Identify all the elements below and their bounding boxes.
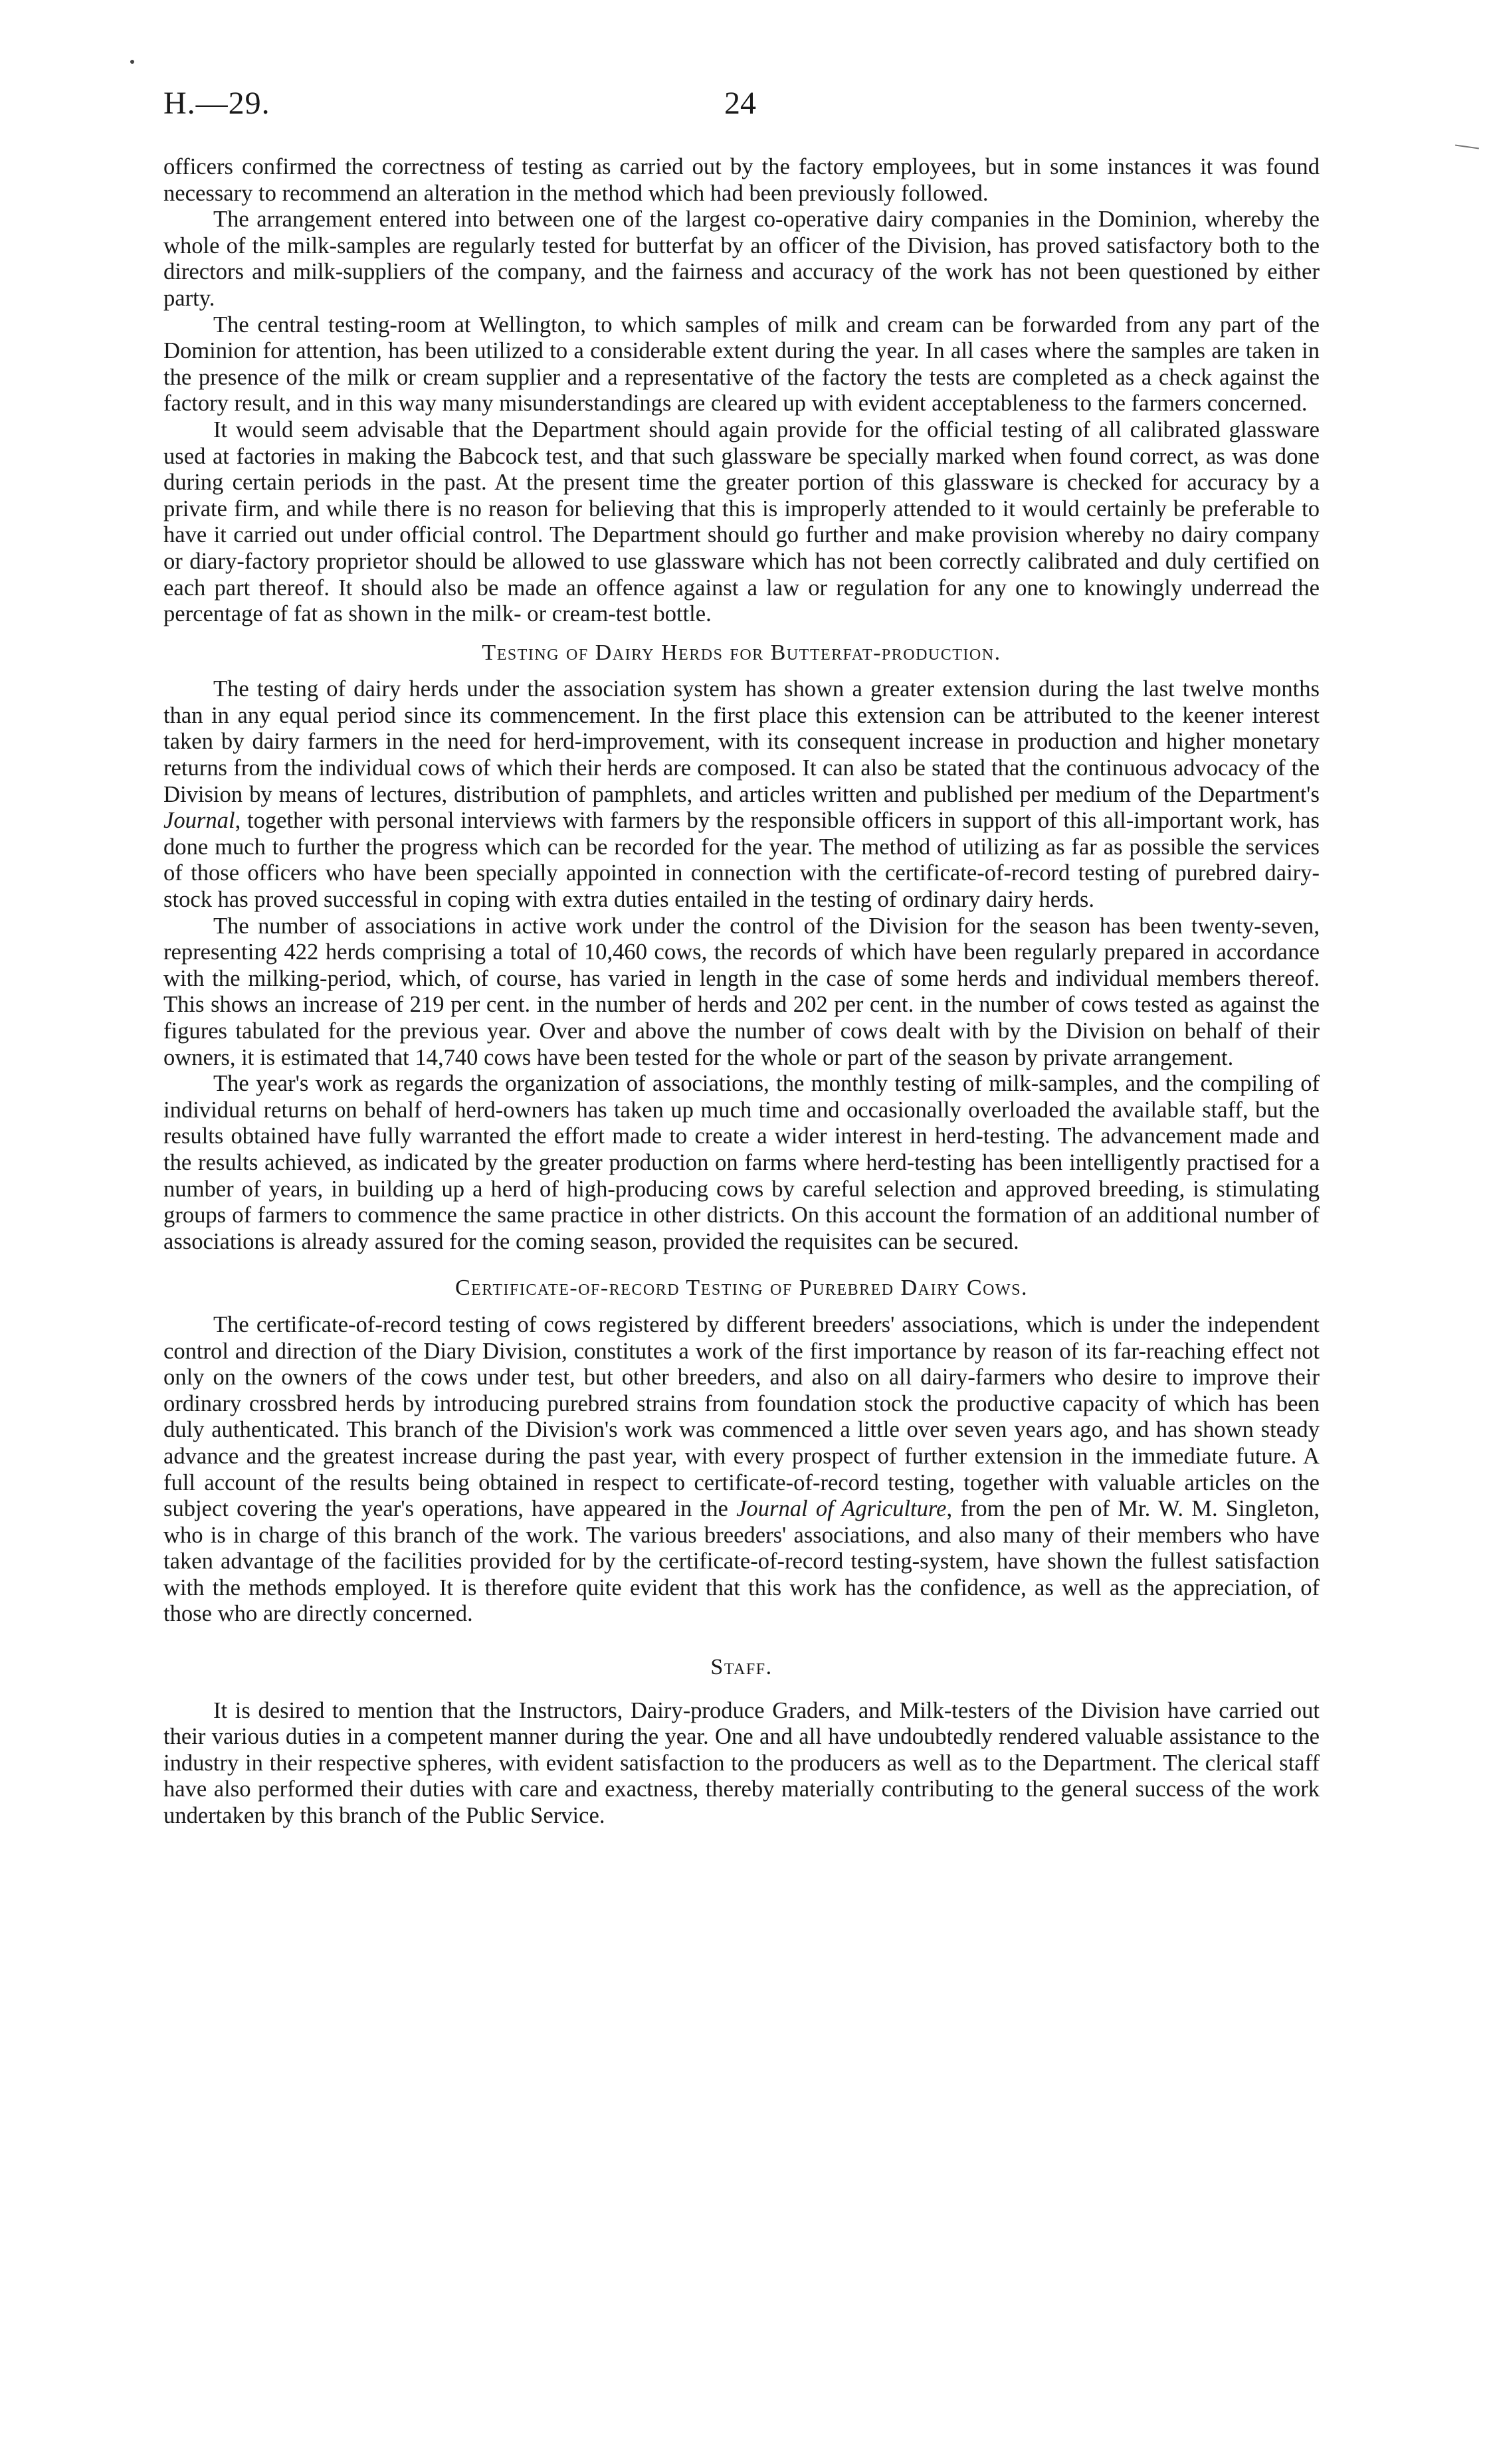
heading-staff: Staff. [710,1655,773,1680]
paragraph-glassware: It would seem advisable that the Department should again provide for the official testing of all calibrated glassware used at factories in making the Babcock test, and that such glassware be specially marked when found correct, as was done during certain periods in the past. At the present time the greater portion of this glassware is checked for accuracy by a private firm, and while there is no reason for believing that this is improperly attended to it would certainly be preferable to have it carried out under official control. The Department should go further and make provision whereby no dairy company or diary-factory proprietor should be allowed to use glassware which has not been correctly calibrated and duly certified on each part thereof. It should also be made an offence against a law or regulation for any one to knowingly underread the percentage of fat as shown in the milk- or cream-test bottle. [163,417,1320,627]
text-run: The certificate-of-record testing of cows registered by different breeders' associations, which is under the independent control and direction of the Diary Division, constitutes a work of the first importance by reason of its far-reaching effect not only on the owners of the cows under test, but other breeders, and also on all dairy-farmers who desire to improve their ordinary crossbred herds by introducing purebred strains from foundation stock the productive capacity of which has been duly authenticated. This branch of the Division's work was commenced a little over seven years ago, and has shown steady advance and the greatest increase during the past year, with every prospect of further extension in the immediate future. A full account of the results being obtained in respect to certificate-of-record testing, together with valuable articles on the subject covering the year's operations, have appeared in the [163,1311,1320,1522]
paragraph-herds-extension [163,676,1320,913]
body-text [163,154,1320,1830]
margin-mark [1455,145,1479,149]
paragraph-continued: officers confirmed the correctness of testing as carried out by the factory employees, but in some instances it was found necessary to recommend an alteration in the method which had been previously followed. [163,154,1320,206]
journal-title: Journal [163,808,235,834]
paragraph-certificate [163,1312,1320,1628]
paragraph-staff: It is desired to mention that the Instructors, Dairy-produce Graders, and Milk-testers of the Division have carried out their various duties in a competent manner during the year. One and all have undoubtedly rendered valuable assistance to the industry in their respective spheres, with evident satisfaction to the producers as well as to the Department. The clerical staff have also performed their duties with care and exactness, thereby materially contributing to the general success of the work undertaken by this branch of the Public Service. [163,1697,1320,1829]
margin-dot [130,60,134,64]
paragraph-testing-room: The central testing-room at Wellington, to which samples of milk and cream can be forwarded from any part of the Dominion for attention, has been utilized to a considerable extent during the year. In all cases where the samples are taken in the presence of the milk or cream supplier and a representative of the factory the tests are completed as a check against the factory result, and in this way many misunderstandings are cleared up with evident acceptableness to the farmers concerned. [163,312,1320,417]
journal-title: Journal of Agriculture [736,1496,947,1522]
text-run: The testing of dairy herds under the association system has shown a greater extension during the last twelve months than in any equal period since its commencement. In the first place this extension can be attributed to the keener interest taken by dairy farmers in the need for herd-improvement, with its consequent increase in production and higher monetary returns from the individual cows of which their herds are composed. It can also be stated that the continuous advocacy of the Division by means of lectures, distribution of pamphlets, and articles written and published per medium of the Department's [163,676,1320,807]
page-number: 24 [724,86,756,121]
paragraph-associations: The number of associations in active work under the control of the Division for the season has been twenty-seven, representing 422 herds comprising a total of 10,460 cows, the records of which have been regularly prepared in accordance with the milking-period, which, of course, has varied in length in the case of some herds and individual members thereof. This shows an increase of 219 per cent. in the number of herds and 202 per cent. in the number of cows tested as against the figures tabulated for the previous year. Over and above the number of cows dealt with by the Division on behalf of their owners, it is estimated that 14,740 cows have been tested for the whole or part of the season by private arrangement. [163,913,1320,1070]
text-run: , together with personal interviews with farmers by the responsible officers in support of this all-important work, has done much to further the progress which can be recorded for the year. The method of utilizing as far as possible the services of those officers who have been specially appointed in connection with the certificate-of-record testing of purebred dairy-stock has proved successful in coping with extra duties entailed in the testing of ordinary dairy herds. [163,808,1320,913]
text-run: , from the pen of Mr. W. M. Singleton, who is in charge of this branch of the work. The various breeders' associations, and also many of their members who have taken advantage of the facilities provided for by the certificate-of-record testing-system, have shown the fullest satisfaction with the methods employed. It is therefore quite evident that this work has the confidence, as well as the appreciation, of those who are directly concerned. [163,1496,1320,1627]
page-reference: H.—29. [163,86,270,121]
heading-dairy-herds: Testing of Dairy Herds for Butterfat-production. [482,640,1001,665]
paragraph-arrangement: The arrangement entered into between one of the largest co-operative dairy companies in the Dominion, whereby the whole of the milk-samples are regularly tested for butterfat by an officer of the Division, has proved satisfactory both to the directors and milk-suppliers of the company, and the fairness and accuracy of the work has not been questioned by either party. [163,207,1320,311]
heading-certificate-of-record: Certificate-of-record Testing of Purebred Dairy Cows. [454,1276,1029,1301]
paragraph-year-work: The year's work as regards the organization of associations, the monthly testing of milk-samples, and the compiling of individual returns on behalf of herd-owners has taken up much time and occasionally overloaded the available staff, but the results obtained have fully warranted the effort made to create a wider interest in herd-testing. The advancement made and the results achieved, as indicated by the greater production on farms where herd-testing has been intelligently practised for a number of years, in building up a herd of high-producing cows by careful selection and approved breeding, is stimulating groups of farmers to commence the same practice in other districts. On this account the formation of an additional number of associations is already assured for the coming season, provided the requisites can be secured. [163,1071,1320,1254]
